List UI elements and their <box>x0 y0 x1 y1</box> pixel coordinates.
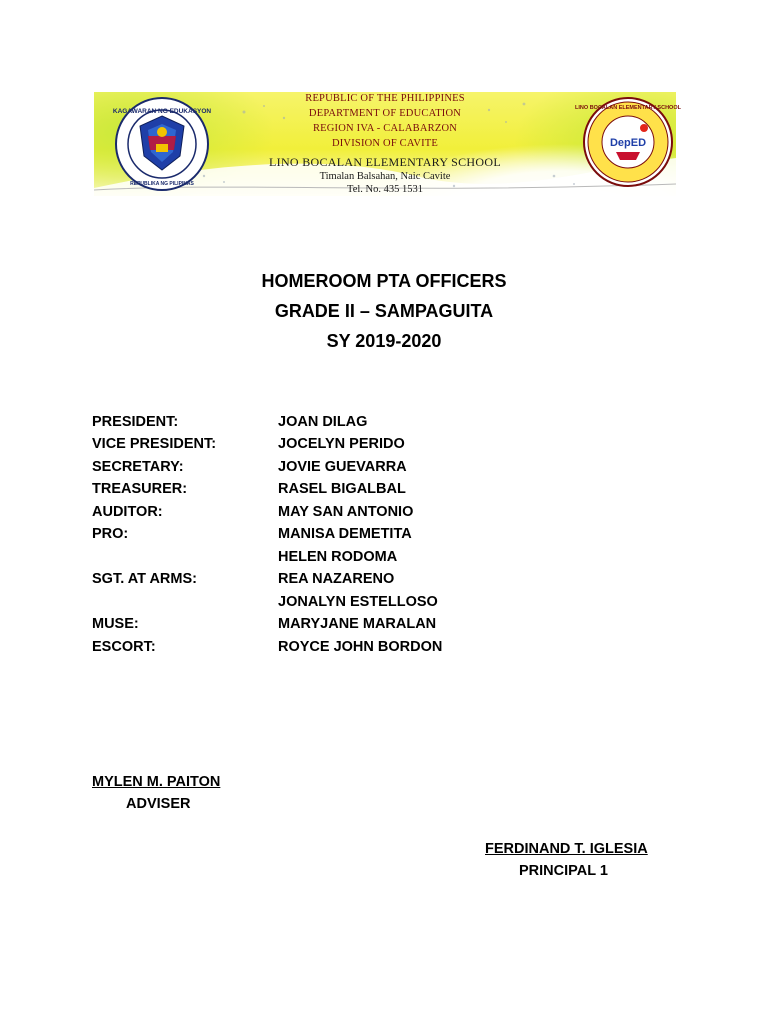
seal-right-ring-text: LINO BOCALAN ELEMENTARY SCHOOL <box>575 105 681 111</box>
officer-position: TREASURER: <box>92 481 188 497</box>
officer-position: SECRETARY: <box>92 459 184 475</box>
document-grade-section: GRADE II – SAMPAGUITA <box>274 301 494 321</box>
letterhead-division: DIVISION OF CAVITE <box>331 138 439 149</box>
adviser-role: ADVISER <box>126 796 191 812</box>
seal-left-bottom-text: REPUBLIKA NG PILIPINAS <box>130 181 194 187</box>
officer-position: PRO: <box>92 526 129 542</box>
officer-name: MAY SAN ANTONIO <box>278 504 414 520</box>
officer-name: REA NAZARENO <box>278 571 395 587</box>
officer-name: RASEL BIGALBAL <box>278 481 406 497</box>
seal-left-top-text: KAGAWARAN NG EDUKASYON <box>112 108 212 115</box>
officer-name: JOCELYN PERIDO <box>278 436 405 452</box>
officer-name: MANISA DEMETITA <box>278 526 412 542</box>
seal-right-center-text: DepED <box>609 137 647 149</box>
officer-position: AUDITOR: <box>92 504 163 520</box>
officer-name: ROYCE JOHN BORDON <box>278 639 443 655</box>
officer-name: JOVIE GUEVARRA <box>278 459 407 475</box>
officer-position: ESCORT: <box>92 639 156 655</box>
officer-name: MARYJANE MARALAN <box>278 616 437 632</box>
principal-name: FERDINAND T. IGLESIA <box>485 841 648 857</box>
officer-position: PRESIDENT: <box>92 414 179 430</box>
officer-name: JONALYN ESTELLOSO <box>278 594 438 610</box>
letterhead-department: DEPARTMENT OF EDUCATION <box>308 108 462 119</box>
officer-position: SGT. AT ARMS: <box>92 571 197 587</box>
document-school-year: SY 2019-2020 <box>326 331 442 351</box>
adviser-name: MYLEN M. PAITON <box>92 774 221 790</box>
document-title: HOMEROOM PTA OFFICERS <box>261 271 507 291</box>
letterhead-school-name: LINO BOCALAN ELEMENTARY SCHOOL <box>269 155 501 169</box>
letterhead-region: REGION IVA - CALABARZON <box>312 123 458 134</box>
principal-role: PRINCIPAL 1 <box>519 863 608 879</box>
letterhead-banner <box>94 92 681 196</box>
letterhead-address: Timalan Balsahan, Naic Cavite <box>319 171 451 182</box>
officer-name: HELEN RODOMA <box>278 549 398 565</box>
officer-position: VICE PRESIDENT: <box>92 436 217 452</box>
officer-position: MUSE: <box>92 616 139 632</box>
letterhead-republic: REPUBLIC OF THE PHILIPPINES <box>305 93 465 104</box>
officer-name: JOAN DILAG <box>278 414 368 430</box>
letterhead-telephone: Tel. No. 435 1531 <box>347 184 423 195</box>
